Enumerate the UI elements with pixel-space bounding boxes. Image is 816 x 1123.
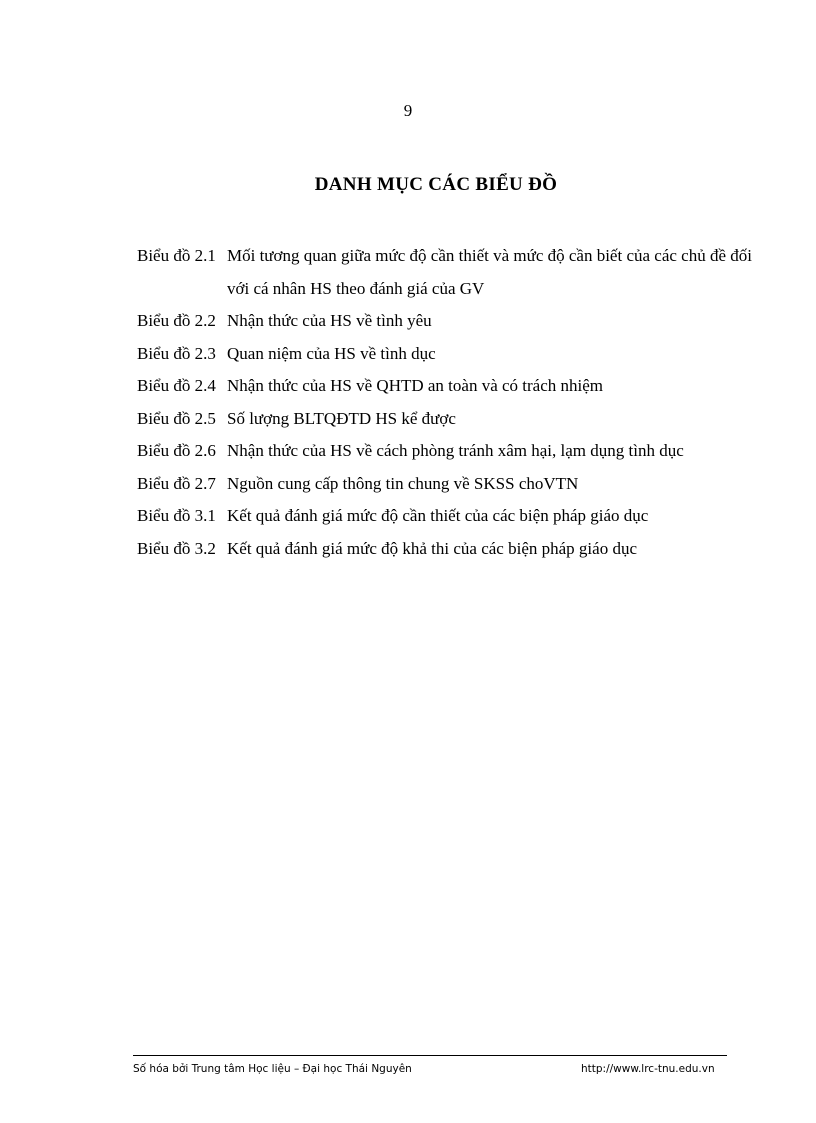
chart-number: Biểu đồ 2.5 <box>137 408 216 428</box>
footer-url: http://www.lrc-tnu.edu.vn <box>581 1063 715 1075</box>
chart-number: Biểu đồ 2.2 <box>137 311 216 330</box>
page-number: 9 <box>403 101 413 120</box>
chart-number: Biểu đồ 2.7 <box>137 473 216 493</box>
chart-list-entry <box>137 370 757 403</box>
chart-number: Biểu đồ 2.1 <box>137 246 216 265</box>
chart-list-entry <box>137 338 757 371</box>
chart-list-entry <box>137 403 757 436</box>
footer-credit: Số hóa bởi Trung tâm Học liệu – Đại học Thái Nguyên <box>133 1063 412 1075</box>
chart-list-entry <box>137 240 757 305</box>
chart-caption: Nguồn cung cấp thông tin chung về SKSS choVTN <box>227 473 579 493</box>
chart-number: Biểu đồ 2.4 <box>137 376 216 395</box>
chart-list-entry <box>137 468 757 501</box>
chart-list <box>137 240 757 565</box>
chart-caption: Nhận thức của HS về tình yêu <box>227 311 432 330</box>
footer-divider <box>133 1055 727 1056</box>
chart-list-entry <box>137 305 757 338</box>
chart-caption: Quan niệm của HS về tình dục <box>227 343 436 363</box>
chart-number: Biểu đồ 2.6 <box>137 441 216 460</box>
chart-caption: Nhận thức của HS về cách phòng tránh xâm hại, lạm dụng tình dục <box>227 441 684 460</box>
chart-list-entry <box>137 435 757 468</box>
chart-caption: Nhận thức của HS về QHTD an toàn và có trách nhiệm <box>227 376 604 395</box>
chart-number: Biểu đồ 2.3 <box>137 343 216 363</box>
chart-number: Biểu đồ 3.2 <box>137 538 216 558</box>
page-title: DANH MỤC CÁC BIỂU ĐỒ <box>314 174 558 195</box>
chart-caption: Số lượng BLTQĐTD HS kể được <box>227 408 456 428</box>
chart-number: Biểu đồ 3.1 <box>137 506 216 525</box>
chart-list-entry <box>137 533 757 566</box>
chart-caption: Kết quả đánh giá mức độ khả thi của các biện pháp giáo dục <box>227 538 637 558</box>
chart-caption: Kết quả đánh giá mức độ cần thiết của các biện pháp giáo dục <box>227 506 649 525</box>
chart-list-entry <box>137 500 757 533</box>
chart-caption: Mối tương quan giữa mức độ cần thiết và mức độ cần biết của các chủ đề đối với cá nhân HS theo đánh giá của GV <box>227 246 752 298</box>
